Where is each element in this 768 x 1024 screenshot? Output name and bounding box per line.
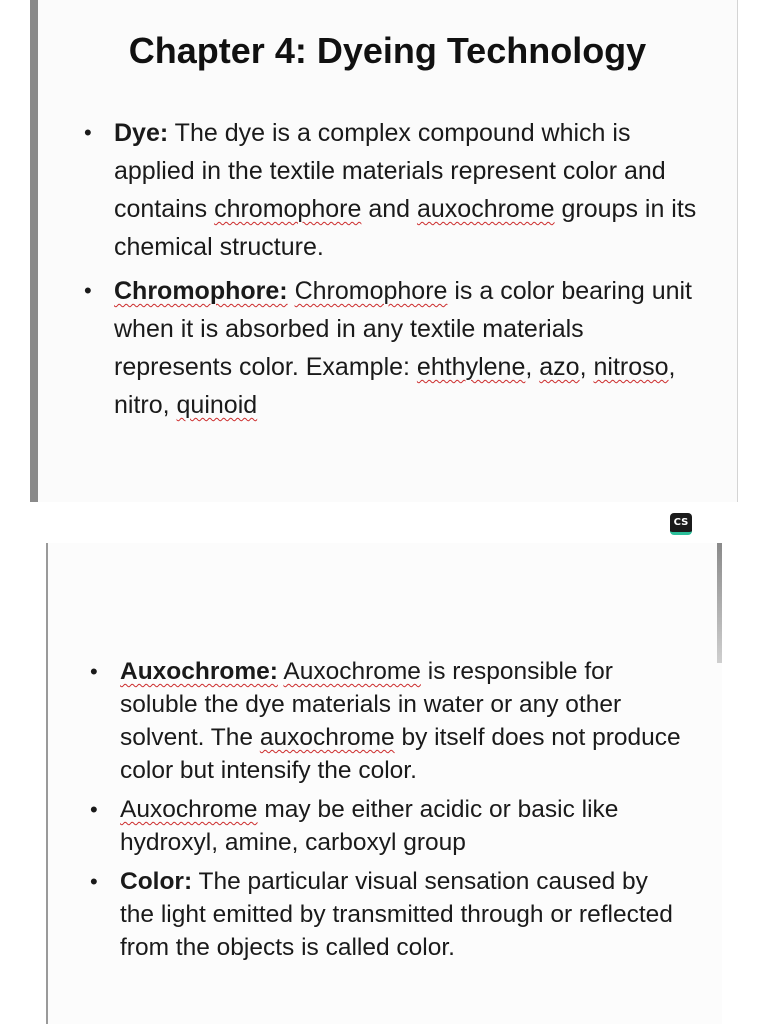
sep-nitro: , nitro, (114, 353, 676, 419)
color-text: The particular visual sensation caused by the light emitted by transmitted through or reflected from the objects is called color. (120, 868, 673, 961)
bullet-chromophore (82, 272, 702, 424)
sep: , (525, 353, 540, 381)
term-auxochrome: Auxochrome: (120, 658, 278, 685)
chapter-title: Chapter 4: Dyeing Technology (128, 30, 647, 71)
spell-auxochrome-word-3: Auxochrome (120, 796, 258, 823)
auxochrome-text-end: by itself does not produce color but intensify the color. (120, 724, 681, 784)
example-nitroso: nitroso (593, 353, 669, 381)
bullet-icon: • (90, 659, 98, 684)
example-quinoid: quinoid (176, 391, 258, 419)
spell-auxochrome-word: Auxochrome (283, 658, 421, 685)
bullet-icon: • (90, 869, 98, 894)
spell-chromophore-word: Chromophore (294, 277, 448, 305)
slide-1 (30, 0, 738, 502)
term-color: Color: (120, 868, 193, 895)
definition-list-2 (88, 655, 688, 970)
bullet-dye (82, 114, 702, 266)
bullet-auxochrome-types (88, 793, 688, 859)
term-chromophore: Chromophore: (114, 277, 288, 305)
definition-list-1 (82, 114, 702, 430)
spell-chromophore: chromophore (214, 195, 362, 223)
bullet-icon: • (84, 120, 92, 145)
bullet-icon: • (84, 278, 92, 303)
bullet-color (88, 865, 688, 964)
dye-text-and: and (361, 195, 417, 223)
chromophore-text: is a color bearing unit when it is absorbed in any textile materials represents color. Example: (114, 277, 693, 381)
spell-auxochrome-word-2: auxochrome (259, 724, 395, 751)
term-dye: Dye: (114, 119, 169, 147)
slide-edge-shadow (717, 543, 722, 663)
camscanner-logo-icon: CS (670, 513, 692, 535)
slide-2 (46, 543, 722, 1024)
spell-auxochrome: auxochrome (416, 195, 555, 223)
example-azo: azo (539, 353, 580, 381)
example-ethylene: ehthylene (416, 353, 526, 381)
dye-text: The dye is a complex compound which is applied in the textile materials represent color and contains (114, 119, 666, 223)
auxochrome-types-text: may be either acidic or basic like hydroxyl, amine, carboxyl group (120, 796, 619, 856)
bullet-icon: • (90, 797, 98, 822)
dye-text-end: groups in its chemical structure. (114, 195, 697, 261)
sep: , (579, 353, 594, 381)
auxochrome-text: is responsible for soluble the dye materials in water or any other solvent. The (120, 658, 622, 751)
bullet-auxochrome (88, 655, 688, 787)
